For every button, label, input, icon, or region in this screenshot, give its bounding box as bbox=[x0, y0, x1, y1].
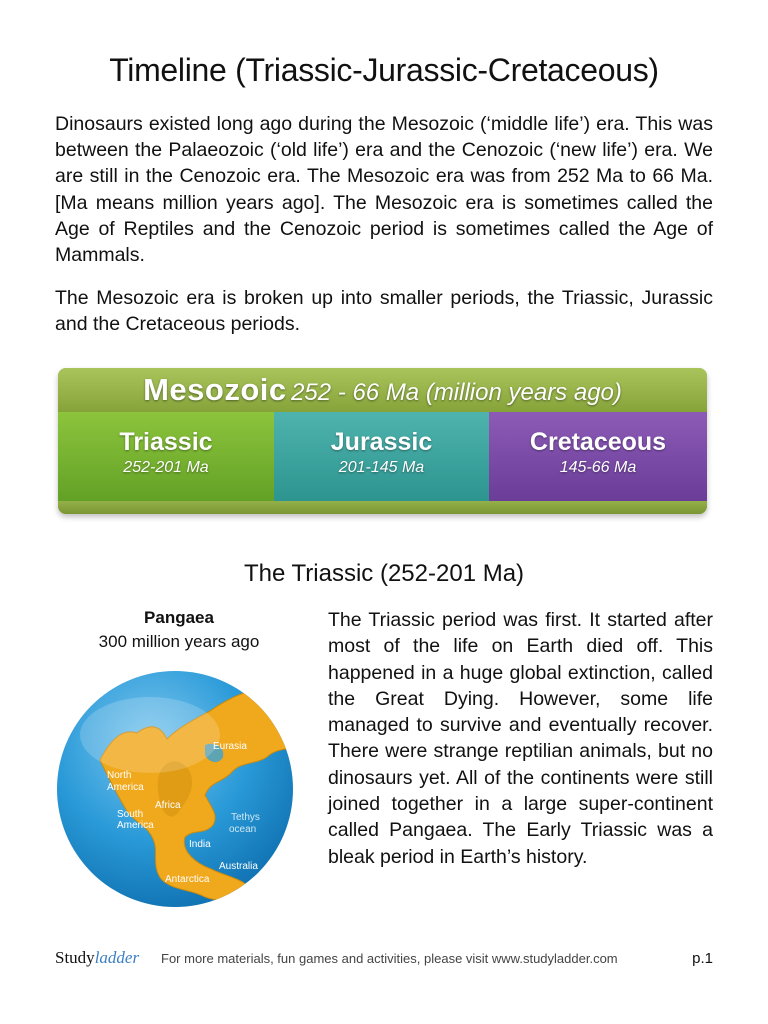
label-africa: Africa bbox=[155, 800, 181, 811]
pangaea-globe-map bbox=[55, 665, 313, 915]
label-south-america-1: South bbox=[117, 809, 144, 820]
footer bbox=[55, 948, 713, 972]
page-title: Timeline (Triassic-Jurassic-Cretaceous) bbox=[109, 52, 659, 88]
label-antarctica: Antarctica bbox=[165, 874, 210, 885]
label-tethys-1: Tethys bbox=[231, 812, 260, 823]
label-south-america-2: America bbox=[117, 820, 154, 831]
period-cretaceous bbox=[489, 412, 707, 501]
period-name: Triassic bbox=[119, 428, 213, 456]
section-title: The Triassic (252-201 Ma) bbox=[243, 560, 525, 587]
label-north-america-1: North bbox=[107, 770, 132, 781]
label-eurasia: Eurasia bbox=[213, 741, 247, 752]
era-bottom-band bbox=[58, 501, 707, 514]
label-australia: Australia bbox=[219, 861, 258, 872]
footer-message: For more materials, fun games and activities, please visit www.studyladder.com bbox=[161, 951, 618, 966]
mesozoic-timeline bbox=[58, 368, 707, 514]
intro-paragraph-1: Dinosaurs existed long ago during the Mesozoic (‘middle life’) era. This was between the Palaeozoic (‘old life’) era and the Cenozoic (‘new life’) era. We are still in the Cenozoic era. The Mesozoic era was from 252 Ma to 66 Ma. [Ma means million years ago]. The Mesozoic era is sometimes called the Age of Reptiles and the Cenozoic period is sometimes called the Age of Mammals. bbox=[55, 113, 713, 267]
period-name: Jurassic bbox=[330, 428, 433, 456]
label-india: India bbox=[189, 839, 211, 850]
era-band bbox=[58, 368, 707, 412]
globe-icon bbox=[55, 665, 313, 915]
period-range: 201-145 Ma bbox=[338, 459, 425, 476]
era-range: 252 - 66 Ma (million years ago) bbox=[291, 379, 622, 406]
intro-paragraph-2: The Mesozoic era is broken up into smaller periods, the Triassic, Jurassic and the Cretaceous periods. bbox=[55, 287, 713, 336]
era-name: Mesozoic bbox=[143, 372, 287, 407]
label-north-america-2: America bbox=[107, 782, 144, 793]
triassic-description: The Triassic period was first. It started after most of the life on Earth died off. This happened in a huge global extinction, called the Great Dying. However, some life managed to survive and eventually recover. There were strange reptilian animals, but no dinosaurs yet. All of the continents were still joined together in a large super-continent called Pangaea. The Early Triassic was a bleak period in Earth’s history. bbox=[328, 609, 713, 868]
label-tethys-2: ocean bbox=[229, 824, 257, 835]
map-subtitle: 300 million years ago bbox=[98, 632, 260, 651]
brand-study: Study bbox=[55, 948, 95, 967]
brand-ladder: ladder bbox=[94, 948, 140, 967]
period-range: 145-66 Ma bbox=[559, 459, 637, 476]
globe-highlight bbox=[80, 697, 220, 773]
period-jurassic bbox=[274, 412, 489, 501]
map-title: Pangaea bbox=[144, 608, 214, 627]
period-range: 252-201 Ma bbox=[123, 459, 209, 476]
studyladder-logo[interactable] bbox=[55, 948, 139, 968]
period-name: Cretaceous bbox=[529, 428, 667, 456]
page-number: p.1 bbox=[692, 950, 713, 967]
period-triassic bbox=[58, 412, 274, 501]
